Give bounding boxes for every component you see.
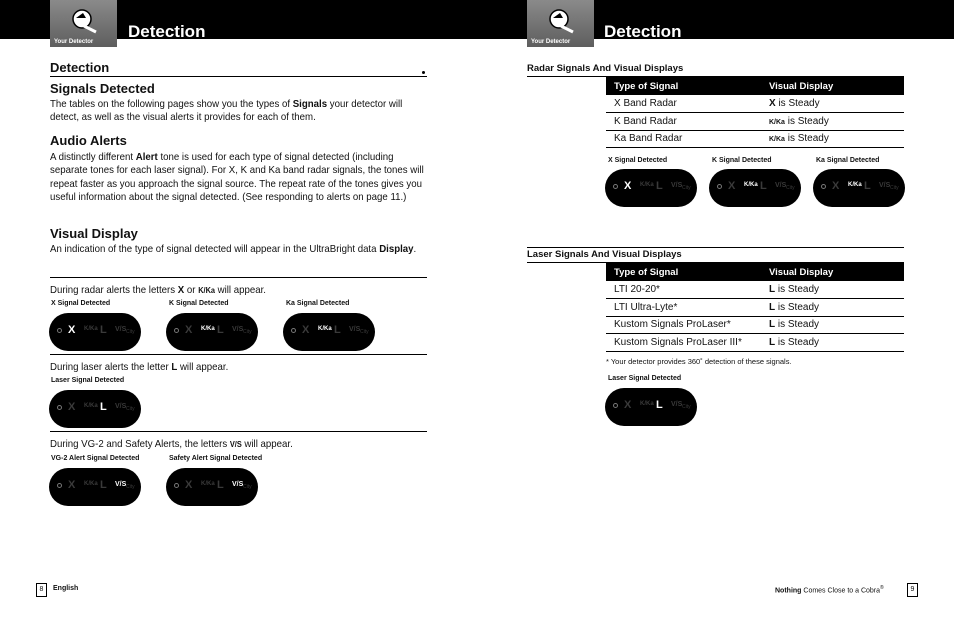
glyph-l: L [760,180,767,192]
text: will appear. [241,438,293,450]
text: your detector will detect, as well as the visual alerts it provides for each of them. [50,98,403,124]
glyph-l: L [656,180,663,192]
glyph-city: City [243,484,252,490]
glyph-city: City [360,329,369,335]
registered-mark: ® [880,585,884,591]
col-header-display: Visual Display [761,77,904,95]
caption-k-signal: K Signal Detected [712,157,772,164]
glyph-x: X [302,324,310,336]
glyph-x: X [624,180,632,192]
power-icon [57,483,62,488]
bold-text: Signals [292,98,328,110]
display-k [166,313,258,351]
divider [50,354,427,355]
glyph-k: K/Ka [84,403,98,409]
glyph-l: L [864,180,871,192]
glyph-x: X [185,479,193,491]
display-vg2 [49,468,141,506]
table-row [606,299,904,317]
glyph-vs: V/S [349,326,361,333]
glyph-l: L [100,479,107,491]
glyph-x: X [68,479,76,491]
table-row [606,113,904,131]
glyph-l: L [334,324,341,336]
glyph-k: K/Ka [201,481,215,487]
glyph-city: City [682,185,691,191]
display-k [709,169,801,207]
glyph-x: X [832,180,840,192]
bold-text: K/Ka [198,286,215,295]
signal-type: Kustom Signals ProLaser* [606,316,761,334]
glyph-l: L [100,324,107,336]
text: or [184,284,199,296]
glyph-vs: V/S [115,481,127,488]
audio-paragraph [50,151,427,204]
power-icon [717,184,722,189]
logo-caption: Your Detector [54,39,94,45]
glyph-k: K/Ka [84,326,98,332]
glyph-city: City [786,185,795,191]
power-icon [291,328,296,333]
power-icon [174,328,179,333]
laser-table [606,263,904,352]
glyph-vs: V/S [671,401,683,408]
text: is Steady [775,301,820,313]
glyph-k: K/Ka [84,481,98,487]
radar-table-title: Radar Signals And Visual Displays [527,63,684,74]
bold-text: L [769,319,776,331]
visual-display [761,299,904,317]
glyph-x: X [68,401,76,413]
display-x [605,169,697,207]
col-header-type: Type of Signal [606,77,761,95]
signals-paragraph [50,98,427,125]
glyph-k: K/Ka [318,326,332,332]
laser-table-title: Laser Signals And Visual Displays [527,249,682,260]
bold-text: L [769,284,776,295]
table-row [606,316,904,334]
glyph-k: K/Ka [640,182,654,188]
bullet-dot [422,71,425,74]
bold-text: Display [379,243,414,255]
glyph-vs: V/S [879,182,891,189]
caption-k-signal: K Signal Detected [169,300,229,307]
glyph-l: L [656,399,663,411]
glyph-city: City [243,329,252,335]
caption-ka-signal: Ka Signal Detected [816,157,880,164]
bold-text: K/Ka [769,136,785,144]
divider [50,431,427,432]
signal-type: Ka Band Radar [606,130,761,148]
bold-text: L [769,301,776,313]
power-icon [613,403,618,408]
text: tone is used for each type of signal detected (including separate tones for each laser signal). For X, K and Ka band radar signals, the tones will repeat faster as you approach the signal source. The repeat rate of the tones gives you useful information about the signal detected. (See responding to alerts on page 11.) [50,151,424,203]
display-ka [813,169,905,207]
glyph-k: K/Ka [848,182,862,188]
signals-heading: Signals Detected [50,81,155,96]
signal-type: K Band Radar [606,113,761,131]
power-icon [57,405,62,410]
vg-line [50,438,293,450]
glyph-k: K/Ka [744,182,758,188]
glyph-vs: V/S [232,481,244,488]
table-header-row [606,77,904,95]
glyph-city: City [682,404,691,410]
table-row [606,130,904,148]
text: A distinctly different [50,151,136,163]
visual-display [761,130,904,148]
display-x [49,313,141,351]
text: During laser alerts the letter [50,361,172,373]
col-header-type: Type of Signal [606,263,761,281]
text: is Steady [775,336,820,348]
laser-line [50,361,228,373]
glyph-vs: V/S [115,403,127,410]
glyph-l: L [100,401,107,413]
caption-laser-signal: Laser Signal Detected [51,377,125,384]
radar-line [50,284,266,296]
glyph-x: X [68,324,76,336]
footer-language: English [53,585,79,592]
page-number-left: 8 [36,583,47,597]
glyph-vs: V/S [115,326,127,333]
display-laser [605,388,697,426]
bold-text: Nothing [775,587,802,595]
power-icon [821,184,826,189]
section-heading [50,60,427,77]
text: . [413,243,417,255]
glyph-vs: V/S [232,326,244,333]
caption-safety-signal: Safety Alert Signal Detected [169,455,263,462]
bold-text: X [769,98,776,109]
display-safety [166,468,258,506]
bold-text: K/Ka [769,118,785,126]
glyph-x: X [624,399,632,411]
detector-logo-left [50,0,117,47]
glyph-vs: V/S [671,182,683,189]
bold-text: X [177,284,185,296]
glyph-k: K/Ka [201,326,215,332]
text: will appear. [177,361,229,373]
audio-heading: Audio Alerts [50,133,127,148]
glyph-x: X [728,180,736,192]
detector-icon [547,8,575,34]
detector-logo-right [527,0,594,47]
detector-icon [70,8,98,34]
glyph-k: K/Ka [640,401,654,407]
caption-vg2-signal: VG-2 Alert Signal Detected [51,455,140,462]
visual-heading: Visual Display [50,226,138,241]
caption-ka-signal: Ka Signal Detected [286,300,350,307]
page-title: Detection [604,22,682,41]
signal-type: Kustom Signals ProLaser III* [606,334,761,352]
glyph-vs: V/S [775,182,787,189]
text: is Steady [784,133,829,145]
table-row [606,334,904,352]
section-heading-text: Detection [50,60,110,75]
visual-display [761,334,904,352]
logo-caption: Your Detector [531,39,571,45]
text: An indication of the type of signal detected will appear in the UltraBright data [50,243,380,255]
bold-text: L [171,361,178,373]
caption-x-signal: X Signal Detected [51,300,111,307]
glyph-l: L [217,324,224,336]
divider [50,277,427,278]
footer-tagline [775,585,884,594]
power-icon [613,184,618,189]
glyph-l: L [217,479,224,491]
bold-text: L [769,336,776,348]
glyph-city: City [890,185,899,191]
footnote: * Your detector provides 360˚ detection of these signals. [606,357,792,366]
visual-display [761,113,904,131]
glyph-x: X [185,324,193,336]
page-title: Detection [128,22,206,41]
visual-display [761,316,904,334]
caption-laser-signal: Laser Signal Detected [608,375,682,382]
display-laser [49,390,141,428]
text: is Steady [775,284,820,295]
bold-text: Alert [135,151,158,163]
radar-table [606,77,904,148]
signal-type: LTI Ultra-Lyte* [606,299,761,317]
signal-type: X Band Radar [606,95,761,113]
table-header-row [606,263,904,281]
table-row [606,281,904,299]
divider [527,247,904,248]
table-row [606,95,904,113]
bold-text: V/S [229,440,242,449]
glyph-city: City [126,329,135,335]
col-header-display: Visual Display [761,263,904,281]
glyph-city: City [126,484,135,490]
visual-display [761,95,904,113]
text: is Steady [775,98,820,109]
text: will appear. [214,284,266,296]
text: During radar alerts the letters [50,284,178,296]
power-icon [174,483,179,488]
visual-paragraph [50,243,427,256]
glyph-city: City [126,406,135,412]
visual-display [761,281,904,299]
display-ka [283,313,375,351]
caption-x-signal: X Signal Detected [608,157,668,164]
page-number-right: 9 [907,583,918,597]
power-icon [57,328,62,333]
text: The tables on the following pages show you the types of [50,98,293,110]
text: is Steady [775,319,820,331]
signal-type: LTI 20-20* [606,281,761,299]
text: is Steady [784,115,829,127]
text: During VG-2 and Safety Alerts, the letters [50,438,230,450]
text: Comes Close to a Cobra [801,587,881,595]
